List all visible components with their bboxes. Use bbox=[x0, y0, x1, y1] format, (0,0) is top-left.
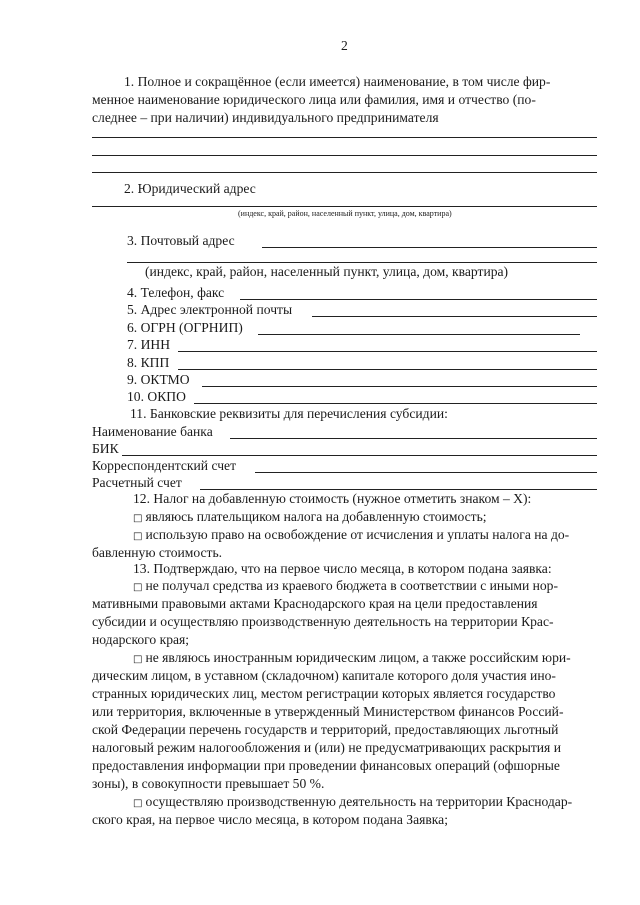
item-1-fill-line-1 bbox=[92, 137, 597, 138]
item-1-line-1: 1. Полное и сокращённое (если имеется) наименование, в том числе фир- bbox=[124, 74, 551, 89]
item-13-c-line-1 bbox=[133, 794, 572, 812]
item-6-fill-line bbox=[258, 334, 580, 335]
item-5-fill-line bbox=[312, 316, 597, 317]
item-1-line-3: следнее – при наличии) индивидуального предпринимателя bbox=[92, 110, 439, 125]
item-3-hint: (индекс, край, район, населенный пункт, улица, дом, квартира) bbox=[145, 264, 509, 279]
item-7-fill-line bbox=[178, 351, 597, 352]
item-13-a-line-1-text: не получал средства из краевого бюджета в соответствии с иными нор- bbox=[145, 578, 559, 593]
checkbox-not-foreign-entity[interactable]: □ bbox=[133, 654, 143, 665]
checkbox-no-regional-funds[interactable]: □ bbox=[133, 582, 143, 593]
item-2-label: 2. Юридический адрес bbox=[124, 181, 256, 196]
item-5-label: 5. Адрес электронной почты bbox=[127, 302, 293, 317]
item-2-fill-line bbox=[92, 206, 597, 207]
checkbox-production-activity[interactable]: □ bbox=[133, 798, 143, 809]
item-2-hint: (индекс, край, район, населенный пункт, улица, дом, квартира) bbox=[238, 209, 452, 218]
corr-account-fill-line bbox=[255, 472, 597, 473]
item-8-label: 8. КПП bbox=[127, 355, 170, 370]
item-3-fill-line-2 bbox=[127, 262, 597, 263]
page-number: 2 bbox=[341, 38, 348, 53]
item-12-option-1-text: являюсь плательщиком налога на добавленную стоимость; bbox=[145, 509, 487, 524]
item-13-b-line-1 bbox=[133, 650, 571, 668]
item-13-b-line-2: дическим лицом, в уставном (складочном) капитале которого доля участия ино- bbox=[92, 668, 556, 683]
bik-fill-line bbox=[122, 455, 597, 456]
item-13-a-line-3: субсидии и осуществляю производственную деятельность на территории Крас- bbox=[92, 614, 554, 629]
item-9-label: 9. ОКТМО bbox=[127, 372, 190, 387]
item-8-fill-line bbox=[178, 369, 597, 370]
settlement-account-label: Расчетный счет bbox=[92, 475, 182, 490]
item-7-label: 7. ИНН bbox=[127, 337, 171, 352]
item-13-b-line-3: странных юридических лиц, местом регистрации которых является государство bbox=[92, 686, 556, 701]
bik-label: БИК bbox=[92, 441, 119, 456]
item-12-option-1 bbox=[133, 509, 487, 527]
item-4-label: 4. Телефон, факс bbox=[127, 285, 225, 300]
item-13-b-line-8: зоны), в совокупности превышает 50 %. bbox=[92, 776, 325, 791]
bank-name-label: Наименование банка bbox=[92, 424, 213, 439]
item-3-fill-line-1 bbox=[262, 247, 597, 248]
item-1-fill-line-3 bbox=[92, 172, 597, 173]
item-13-b-line-7: предоставления информации при проведении финансовых операций (офшорные bbox=[92, 758, 560, 773]
item-12-label: 12. Налог на добавленную стоимость (нужное отметить знаком – Х): bbox=[133, 491, 532, 506]
item-13-a-line-2: мативными правовыми актами Краснодарского края на цели предоставления bbox=[92, 596, 538, 611]
item-12-option-2-text: использую право на освобождение от исчисления и уплаты налога на до- bbox=[145, 527, 570, 542]
corr-account-label: Корреспондентский счет bbox=[92, 458, 237, 473]
item-13-b-line-6: налоговый режим налогообложения и (или) не предусматривающих раскрытия и bbox=[92, 740, 561, 755]
item-9-fill-line bbox=[202, 386, 597, 387]
item-13-b-line-4: или территория, включенные в утвержденный Министерством финансов Россий- bbox=[92, 704, 564, 719]
checkbox-vat-payer[interactable]: □ bbox=[133, 513, 143, 524]
item-3-label: 3. Почтовый адрес bbox=[127, 233, 235, 248]
item-13-label: 13. Подтверждаю, что на первое число месяца, в котором подана заявка: bbox=[133, 561, 552, 576]
bank-name-fill-line bbox=[230, 438, 597, 439]
item-13-c-line-1-text: осуществляю производственную деятельность на территории Краснодар- bbox=[145, 794, 573, 809]
item-6-label: 6. ОГРН (ОГРНИП) bbox=[127, 320, 243, 335]
item-13-c-line-2: ского края, на первое число месяца, в котором подана Заявка; bbox=[92, 812, 448, 827]
item-12-option-2-line-2: бавленную стоимость. bbox=[92, 545, 223, 560]
item-10-fill-line bbox=[194, 403, 597, 404]
item-4-fill-line bbox=[240, 299, 597, 300]
item-10-label: 10. ОКПО bbox=[127, 389, 186, 404]
item-13-b-line-1-text: не являюсь иностранным юридическим лицом, а также российским юри- bbox=[145, 650, 571, 665]
item-11-label: 11. Банковские реквизиты для перечисления субсидии: bbox=[130, 406, 448, 421]
settlement-account-fill-line bbox=[200, 489, 597, 490]
item-13-b-line-5: ской Федерации перечень государств и территорий, предоставляющих льготный bbox=[92, 722, 559, 737]
checkbox-vat-exemption[interactable]: □ bbox=[133, 531, 143, 542]
item-12-option-2-line-1 bbox=[133, 527, 569, 545]
item-1-fill-line-2 bbox=[92, 155, 597, 156]
item-13-a-line-4: нодарского края; bbox=[92, 632, 190, 647]
item-1-line-2: менное наименование юридического лица или фамилия, имя и отчество (по- bbox=[92, 92, 536, 107]
item-13-a-line-1 bbox=[133, 578, 558, 596]
